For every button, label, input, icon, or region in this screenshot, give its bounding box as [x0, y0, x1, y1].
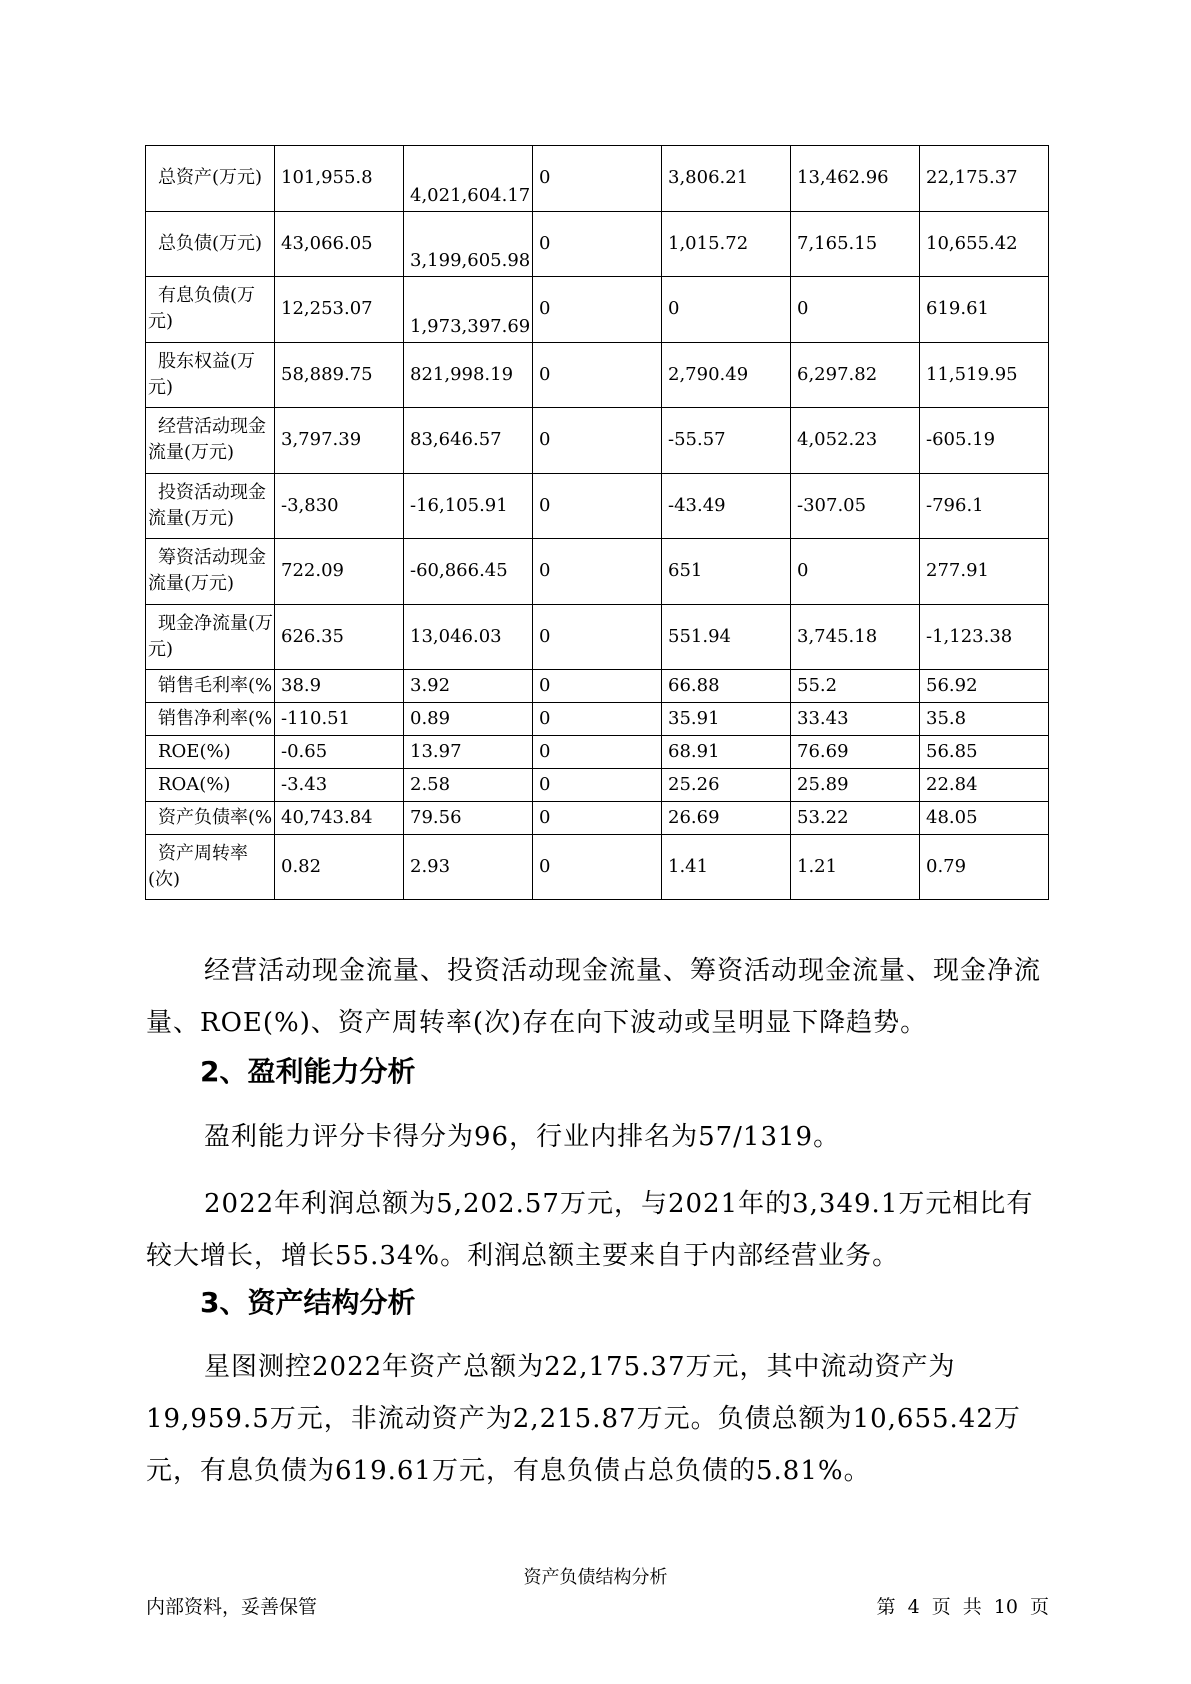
table-cell: 2.58	[404, 769, 533, 802]
table-row	[146, 703, 1049, 736]
paragraph-trend-summary: 经营活动现金流量、投资活动现金流量、筹资活动现金流量、现金净流量、ROE(%)、资产周转率(次)存在向下波动或呈明显下降趋势。	[146, 956, 1042, 1038]
table-row	[146, 146, 1049, 212]
row-label: 销售净利率(%	[146, 703, 275, 736]
table-cell: 3.92	[404, 670, 533, 703]
table-cell: 40,743.84	[275, 802, 404, 835]
table-cell: 13.97	[404, 736, 533, 769]
table-cell: 277.91	[920, 539, 1049, 605]
table-row	[146, 736, 1049, 769]
table-cell: 3,199,605.98	[404, 211, 533, 277]
table-cell: 821,998.19	[404, 342, 533, 408]
table-cell: 66.88	[662, 670, 791, 703]
table-cell: 33.43	[791, 703, 920, 736]
table-cell: -60,866.45	[404, 539, 533, 605]
table-cell: 22,175.37	[920, 146, 1049, 212]
table-row	[146, 539, 1049, 605]
table-cell: 0	[533, 670, 662, 703]
row-label: ROA(%)	[146, 769, 275, 802]
table-cell: 10,655.42	[920, 211, 1049, 277]
table-cell: 4,052.23	[791, 408, 920, 474]
table-cell: 0	[533, 736, 662, 769]
table-cell: 0	[791, 539, 920, 605]
table-cell: 101,955.8	[275, 146, 404, 212]
table-cell: 0	[662, 277, 791, 343]
row-label: ROE(%)	[146, 736, 275, 769]
footer-confidential: 内部资料，妥善保管	[146, 1596, 318, 1618]
table-row	[146, 802, 1049, 835]
table-cell: 83,646.57	[404, 408, 533, 474]
table-cell: 38.9	[275, 670, 404, 703]
table-cell: 35.8	[920, 703, 1049, 736]
table-row	[146, 342, 1049, 408]
table-cell: 4,021,604.17	[404, 146, 533, 212]
table-cell: 0	[791, 277, 920, 343]
table-cell: 22.84	[920, 769, 1049, 802]
table-row	[146, 211, 1049, 277]
table-cell: -307.05	[791, 473, 920, 539]
table-cell: -1,123.38	[920, 604, 1049, 670]
paragraph-profit-total: 2022年利润总额为5,202.57万元，与2021年的3,349.1万元相比有较大增长，增长55.34%。利润总额主要来自于内部经营业务。	[146, 1189, 1034, 1271]
footer-page-number: 第 4 页 共 10 页	[876, 1596, 1049, 1618]
table-cell: 26.69	[662, 802, 791, 835]
table-cell: -43.49	[662, 473, 791, 539]
row-label: 经营活动现金流量(万元)	[146, 408, 275, 474]
table-cell: 13,046.03	[404, 604, 533, 670]
table-row	[146, 277, 1049, 343]
table-cell: 79.56	[404, 802, 533, 835]
table-cell: 6,297.82	[791, 342, 920, 408]
table-row	[146, 408, 1049, 474]
table-cell: 0	[533, 473, 662, 539]
section-heading-profitability: 2、盈利能力分析	[200, 1055, 416, 1088]
table-cell: 0	[533, 539, 662, 605]
row-label: 资产负债率(%	[146, 802, 275, 835]
row-label: 股东权益(万元)	[146, 342, 275, 408]
table-cell: 3,797.39	[275, 408, 404, 474]
table-cell: 0	[533, 146, 662, 212]
row-label: 销售毛利率(%	[146, 670, 275, 703]
table-cell: 25.26	[662, 769, 791, 802]
table-cell: 0	[533, 802, 662, 835]
table-cell: -605.19	[920, 408, 1049, 474]
table-cell: 0.79	[920, 835, 1049, 900]
table-cell: 551.94	[662, 604, 791, 670]
table-cell: 48.05	[920, 802, 1049, 835]
row-label: 总负债(万元)	[146, 211, 275, 277]
table-cell: 0	[533, 835, 662, 900]
table-cell: -55.57	[662, 408, 791, 474]
figure-caption: 资产负债结构分析	[523, 1567, 668, 1588]
table-cell: 58,889.75	[275, 342, 404, 408]
table-row	[146, 670, 1049, 703]
row-label: 总资产(万元)	[146, 146, 275, 212]
financial-table	[145, 145, 1049, 900]
table-cell: 56.85	[920, 736, 1049, 769]
table-cell: 68.91	[662, 736, 791, 769]
table-cell: 2.93	[404, 835, 533, 900]
table-cell: 619.61	[920, 277, 1049, 343]
table-row	[146, 769, 1049, 802]
table-cell: 1,973,397.69	[404, 277, 533, 343]
table-cell: 3,745.18	[791, 604, 920, 670]
table-cell: 0	[533, 342, 662, 408]
table-cell: -3,830	[275, 473, 404, 539]
table-cell: 2,790.49	[662, 342, 791, 408]
row-label: 资产周转率(次)	[146, 835, 275, 900]
table-cell: 0	[533, 769, 662, 802]
table-row	[146, 604, 1049, 670]
table-cell: 1.21	[791, 835, 920, 900]
table-cell: 35.91	[662, 703, 791, 736]
table-cell: 0	[533, 277, 662, 343]
table-cell: 55.2	[791, 670, 920, 703]
table-cell: 7,165.15	[791, 211, 920, 277]
table-cell: -0.65	[275, 736, 404, 769]
table-cell: 626.35	[275, 604, 404, 670]
table-cell: 1,015.72	[662, 211, 791, 277]
table-cell: 53.22	[791, 802, 920, 835]
table-cell: -110.51	[275, 703, 404, 736]
table-cell: 0.89	[404, 703, 533, 736]
paragraph-profitability-score: 盈利能力评分卡得分为96，行业内排名为57/1319。	[204, 1122, 841, 1152]
table-cell: 651	[662, 539, 791, 605]
table-cell: 12,253.07	[275, 277, 404, 343]
table-cell: 1.41	[662, 835, 791, 900]
row-label: 筹资活动现金流量(万元)	[146, 539, 275, 605]
table-cell: 25.89	[791, 769, 920, 802]
table-row	[146, 835, 1049, 900]
table-cell: 722.09	[275, 539, 404, 605]
table-cell: -3.43	[275, 769, 404, 802]
table-cell: 13,462.96	[791, 146, 920, 212]
table-cell: -796.1	[920, 473, 1049, 539]
table-cell: 56.92	[920, 670, 1049, 703]
table-cell: 11,519.95	[920, 342, 1049, 408]
table-cell: 0	[533, 211, 662, 277]
table-cell: 0	[533, 703, 662, 736]
table-cell: 0.82	[275, 835, 404, 900]
table-cell: 0	[533, 604, 662, 670]
table-cell: 76.69	[791, 736, 920, 769]
table-row	[146, 473, 1049, 539]
table-cell: 43,066.05	[275, 211, 404, 277]
paragraph-asset-structure: 星图测控2022年资产总额为22,175.37万元，其中流动资产为19,959.5万元，非流动资产为2,215.87万元。负债总额为10,655.42万元，有息负债为619.61万元，有息负债占总负债的5.81%。	[146, 1352, 1021, 1486]
table-cell: -16,105.91	[404, 473, 533, 539]
row-label: 现金净流量(万元)	[146, 604, 275, 670]
table-cell: 0	[533, 408, 662, 474]
section-heading-asset-structure: 3、资产结构分析	[200, 1286, 416, 1319]
table-cell: 3,806.21	[662, 146, 791, 212]
row-label: 投资活动现金流量(万元)	[146, 473, 275, 539]
row-label: 有息负债(万元)	[146, 277, 275, 343]
